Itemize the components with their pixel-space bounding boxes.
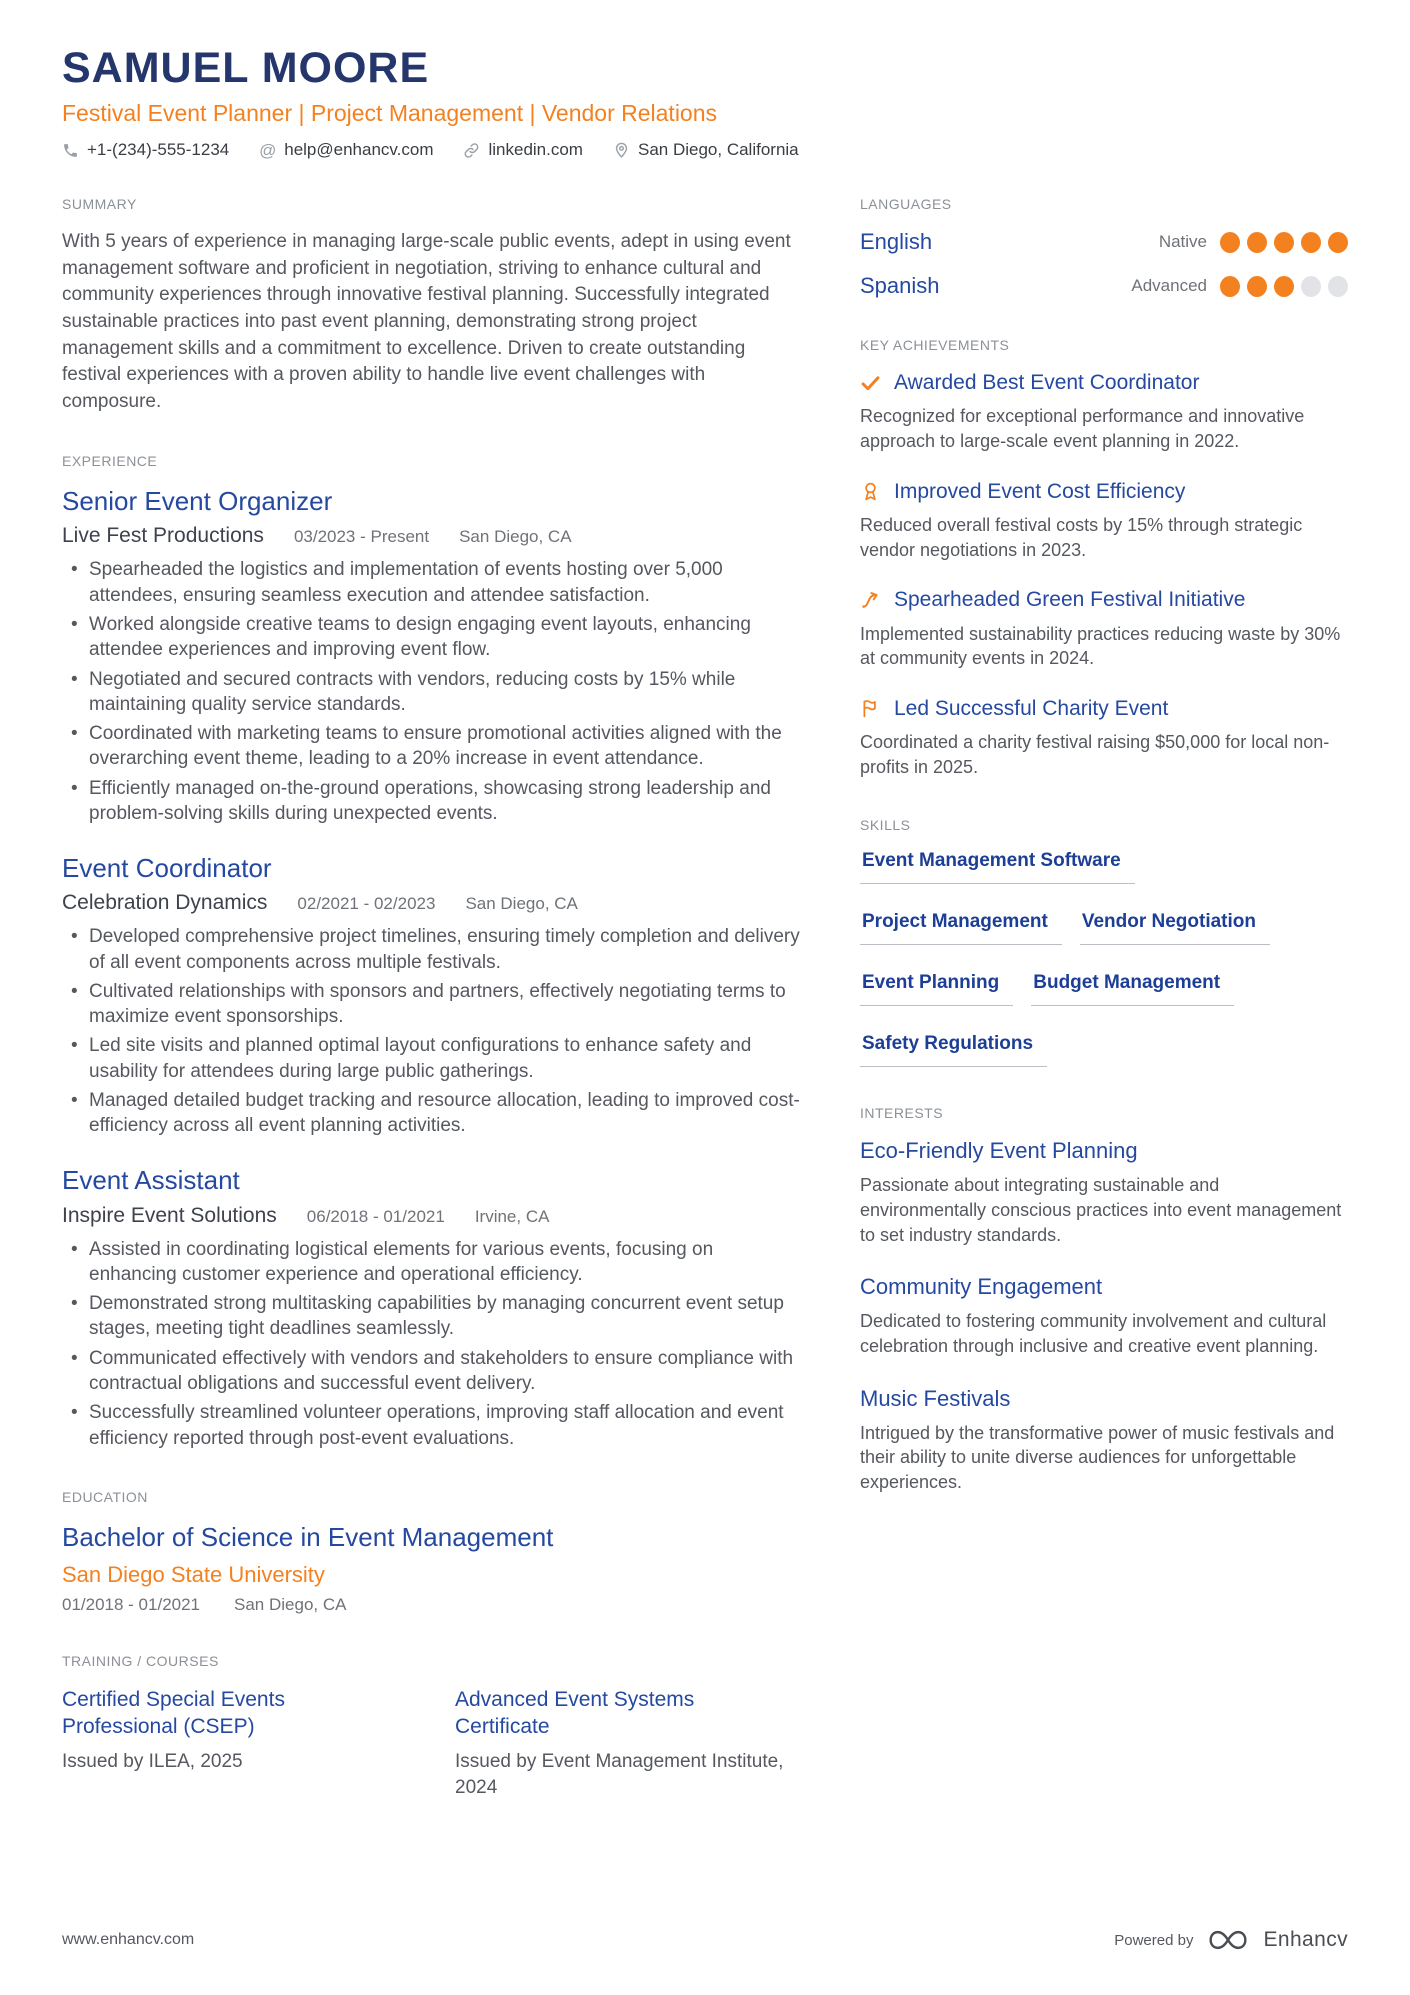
achievement-entry [860,479,1348,563]
contact-row [62,140,1348,160]
education-section [62,1489,804,1615]
job-dates: 02/2021 - 02/2023 [297,894,436,914]
training-section [62,1653,804,1801]
footer-site-link[interactable]: www.enhancv.com [62,1931,195,1948]
job-bullet: • Led site visits and planned optimal layout configurations to enhance safety and usability for attendees during large public gatherings. [62,1033,804,1084]
job-meta [62,1204,804,1228]
at-icon: @ [259,140,277,160]
achievement-title: Led Successful Charity Event [894,696,1169,720]
job-location: San Diego, CA [459,527,572,547]
achievements-label: KEY ACHIEVEMENTS [860,337,1010,354]
powered-by-text: Powered by [1114,1931,1194,1949]
interest-description: Dedicated to fostering community involvement and cultural celebration through inclusive and creative event planning. [860,1311,1327,1357]
achievement-head [860,370,1348,396]
language-level-dots [1220,232,1348,253]
interest-description: Passionate about integrating sustainable and environmentally conscious practices into event management to set industry standards. [860,1175,1342,1245]
job-company: Inspire Event Solutions [62,1203,277,1227]
phone-number: +1-(234)-555-1234 [87,140,230,160]
skill-tag: Safety Regulations [860,1033,1047,1067]
interest-title: Eco-Friendly Event Planning [860,1138,1138,1164]
achievement-head [860,696,1348,722]
course-title: Advanced Event Systems Certificate [455,1687,695,1739]
language-level [1131,276,1348,297]
achievement-description: Implemented sustainability practices reducing waste by 30% at community events in 2024. [860,623,1341,669]
language-row [860,273,1348,299]
job-bullet: • Communicated effectively with vendors and stakeholders to ensure compliance with contractual obligations and successful event delivery. [62,1346,804,1397]
interest-title: Music Festivals [860,1385,1011,1411]
achievement-title: Awarded Best Event Coordinator [894,371,1200,395]
job-dates: 06/2018 - 01/2021 [306,1206,445,1226]
achievements-section [860,337,1348,779]
job-entry [62,486,804,826]
job-bullet: • Successfully streamlined volunteer operations, improving staff allocation and event efficiency reported through post-event evaluations. [62,1400,804,1451]
achievement-description: Recognized for exceptional performance and innovative approach to large-scale event planning in 2022. [860,406,1305,452]
interests-label: INTERESTS [860,1105,944,1122]
achievement-title: Spearheaded Green Festival Initiative [894,588,1246,612]
job-bullet: • Negotiated and secured contracts with vendors, reducing costs by 15% while maintaining quality service standards. [62,667,804,718]
right-column [860,196,1348,1839]
location-pin-icon [613,142,630,159]
course-issuer: Issued by Event Management Institute, 2024 [455,1751,784,1798]
achievement-head [860,587,1348,613]
job-entry [62,853,804,1138]
education-location: San Diego, CA [234,1594,347,1614]
job-title: Senior Event Organizer [62,486,333,517]
job-meta [62,891,804,915]
job-meta [62,524,804,548]
courses [62,1686,804,1801]
medal-icon [860,481,881,502]
skills-label: SKILLS [860,817,911,834]
education-label: EDUCATION [62,1488,148,1505]
job-bullet: • Spearheaded the logistics and implementation of events hosting over 5,000 attendees, ensuring seamless execution and attendee satisfaction. [62,557,804,608]
contact-phone [62,140,229,160]
page-footer [62,1927,1348,1953]
education-meta [62,1595,804,1615]
job-company: Live Fest Productions [62,524,264,548]
skills-section [860,817,1348,1067]
contact-website[interactable] [463,140,583,160]
course-entry [62,1686,397,1801]
website-url[interactable]: linkedin.com [488,140,583,160]
skill-tags [860,850,1348,1067]
language-level [1159,232,1348,253]
job-bullet: • Demonstrated strong multitasking capabilities by managing concurrent event setup stages, meeting tight deadlines seamlessly. [62,1291,804,1342]
resume-body [62,196,1348,1839]
language-name: Spanish [860,273,940,299]
interest-entry [860,1138,1348,1247]
training-label: TRAINING / COURSES [62,1652,219,1669]
language-row [860,229,1348,255]
skill-tag: Vendor Negotiation [1080,911,1270,945]
enhancv-logo-icon[interactable] [1207,1927,1249,1953]
degree-title: Bachelor of Science in Event Management [62,1521,554,1552]
job-bullet: • Cultivated relationships with sponsors and partners, effectively negotiating terms to maximize event sponsorships. [62,979,804,1030]
job-bullet: • Efficiently managed on-the-ground operations, showcasing strong leadership and problem-solving skills during unexpected events. [62,776,804,827]
languages-section [860,196,1348,299]
skill-tag: Event Management Software [860,850,1135,884]
job-title: Event Coordinator [62,853,272,884]
footer-branding [1114,1927,1348,1953]
skill-tag: Event Planning [860,972,1013,1006]
school-name: San Diego State University [62,1561,325,1587]
job-bullets [62,557,804,826]
experience-section [62,453,804,1450]
enhancv-brand-name[interactable]: Enhancv [1263,1928,1348,1951]
location-text: San Diego, California [637,140,799,160]
left-column [62,196,804,1839]
job-entry [62,1165,804,1450]
education-dates: 01/2018 - 01/2021 [62,1594,201,1614]
job-bullet: • Assisted in coordinating logistical elements for various events, focusing on enhancing customer experience and operational efficiency. [62,1237,804,1288]
candidate-tagline: Festival Event Planner | Project Management | Vendor Relations [62,100,718,127]
job-location: San Diego, CA [465,894,578,914]
language-name: English [860,229,933,255]
course-issuer: Issued by ILEA, 2025 [62,1751,243,1773]
language-level-dots [1220,276,1348,297]
interest-entry [860,1274,1348,1358]
achievement-head [860,479,1348,505]
job-title: Event Assistant [62,1165,240,1196]
candidate-name: SAMUEL MOORE [62,44,430,92]
skill-tag: Budget Management [1031,972,1234,1006]
contact-location [613,140,799,160]
interest-title: Community Engagement [860,1274,1103,1300]
job-bullets [62,924,804,1138]
achievement-description: Reduced overall festival costs by 15% through strategic vendor negotiations in 2023. [860,514,1303,560]
course-entry [455,1686,790,1801]
job-dates: 03/2023 - Present [293,527,430,547]
summary-text: With 5 years of experience in managing large-scale public events, adept in using event management software and proficient in negotiation, striving to enhance cultural and community experiences through innovative festival planning. Successfully integrated sustainable practices into past event planning, demonstrating strong project management skills and a commitment to excellence. Driven to create outstanding festival experiences with a proven ability to handle live event challenges with composure. [62,231,791,412]
achievement-entry [860,696,1348,780]
job-bullets [62,1237,804,1451]
interest-description: Intrigued by the transformative power of music festivals and their ability to unite diverse audiences for unforgettable experiences. [860,1422,1335,1492]
course-title: Certified Special Events Professional (CSEP) [62,1687,285,1739]
phone-icon [62,142,79,159]
job-company: Celebration Dynamics [62,891,268,915]
achievement-entry [860,587,1348,671]
job-bullet: • Coordinated with marketing teams to ensure promotional activities aligned with the overarching event theme, leading to a 20% increase in event attendance. [62,721,804,772]
interests-section [860,1105,1348,1494]
job-location: Irvine, CA [474,1206,550,1226]
interest-entry [860,1386,1348,1495]
link-icon [463,142,480,159]
flag-icon [860,698,881,719]
job-bullet: • Managed detailed budget tracking and resource allocation, leading to improved cost-efficiency across all event planning activities. [62,1088,804,1139]
achievement-entry [860,370,1348,454]
language-level-label: Native [1158,232,1207,252]
summary-label: SUMMARY [62,196,137,213]
job-bullet: • Worked alongside creative teams to design engaging event layouts, enhancing attendee experiences and improving event flow. [62,612,804,663]
achievement-description: Coordinated a charity festival raising $50,000 for local non-profits in 2025. [860,732,1330,777]
job-bullet: • Developed comprehensive project timelines, ensuring timely completion and delivery of all event components across multiple festivals. [62,924,804,975]
route-icon [860,590,881,611]
achievement-title: Improved Event Cost Efficiency [894,479,1186,503]
skill-tag: Project Management [860,911,1062,945]
contact-email[interactable] [259,140,433,160]
summary-section [62,196,804,415]
language-level-label: Advanced [1131,276,1207,296]
resume-header [62,46,1348,160]
experience-label: EXPERIENCE [62,453,158,470]
email-address[interactable]: help@enhancv.com [284,140,434,160]
languages-label: LANGUAGES [860,196,952,213]
check-icon [860,373,881,394]
